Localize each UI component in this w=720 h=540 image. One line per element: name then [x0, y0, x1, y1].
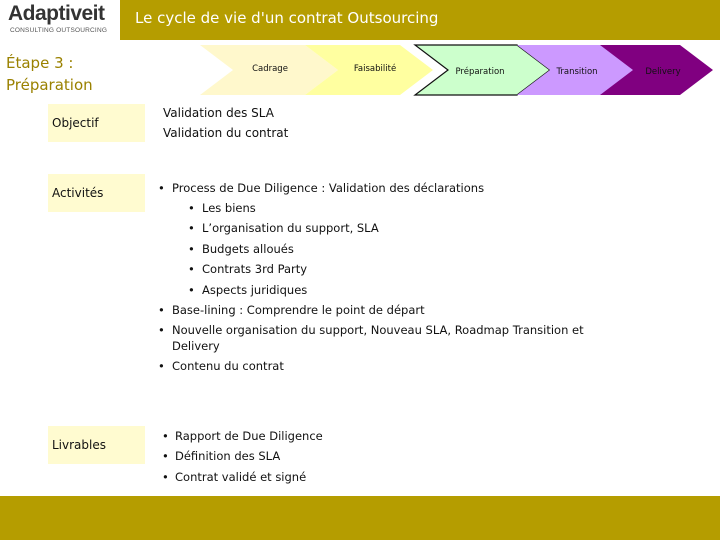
chevron-label-transition: Transition [556, 67, 598, 77]
objectif-content [163, 103, 288, 143]
bullet-icon: • [158, 181, 165, 195]
sub-list-item-text: L’organisation du support, SLA [202, 221, 379, 236]
list-item-text: Rapport de Due Diligence [175, 429, 323, 443]
list-item-text-line2: Delivery [172, 338, 220, 353]
list-item-text: Base-lining : Comprendre le point de départ [172, 302, 425, 317]
row-label-activites-text: Activités [52, 186, 104, 200]
row-label-objectif-text: Objectif [52, 116, 99, 130]
activites-list [155, 180, 595, 378]
bullet-icon: • [188, 221, 195, 236]
chevron-label-cadrage: Cadrage [252, 64, 288, 74]
list-item [155, 302, 595, 318]
sub-list-item-text: Les biens [202, 201, 256, 215]
bullet-icon: • [188, 262, 195, 277]
bullet-icon: • [162, 469, 169, 484]
bullet-icon: • [162, 429, 169, 443]
logo-tagline: CONSULTING OUTSOURCING [10, 27, 108, 34]
sub-list-item [155, 220, 595, 236]
bullet-icon: • [162, 449, 169, 464]
bullet-icon: • [158, 302, 165, 317]
chevron-label-faisabilite: Faisabilité [353, 64, 397, 74]
row-label-livrables [48, 426, 145, 464]
list-item [160, 428, 323, 444]
sub-list-item-text: Aspects juridiques [202, 282, 308, 297]
list-item [155, 180, 595, 196]
sub-list-item [155, 200, 595, 216]
bullet-icon: • [158, 358, 165, 373]
livrables-list [160, 428, 323, 489]
sub-list-item-text: Contrats 3rd Party [202, 262, 308, 277]
row-label-livrables-text: Livrables [52, 438, 106, 452]
slide-title: Le cycle de vie d'un contrat Outsourcing [135, 9, 439, 27]
list-item [155, 322, 595, 354]
row-label-activites [48, 174, 145, 212]
bullet-icon: • [188, 241, 195, 256]
list-item-text: Process de Due Diligence : Validation des déclarations [172, 181, 485, 195]
list-item-text: Définition des SLA [175, 449, 281, 464]
sub-list-item-text: Budgets alloués [202, 241, 294, 256]
logo-wordmark: Adaptiveit [8, 2, 105, 25]
chevron-label-delivery: Delivery [645, 67, 681, 77]
list-item [160, 469, 323, 485]
bullet-icon: • [158, 322, 165, 337]
list-item-text: Contrat validé et signé [175, 469, 307, 484]
objectif-line: Validation du contrat [163, 126, 289, 140]
objectif-line: Validation des SLA [163, 106, 274, 120]
step-title-line2: Préparation [6, 76, 93, 94]
list-item [155, 358, 595, 374]
list-item [160, 448, 323, 464]
list-item-text-line1: Nouvelle organisation du support, Nouveau SLA, Roadmap Transition et [172, 322, 584, 337]
list-item-text: Contenu du contrat [172, 358, 284, 373]
bullet-icon: • [188, 201, 195, 215]
sub-list-item [155, 261, 595, 277]
sub-list-item [155, 241, 595, 257]
bullet-icon: • [188, 282, 195, 297]
step-title-line1: Étape 3 : [6, 54, 74, 72]
step-title [6, 52, 136, 96]
row-label-objectif [48, 104, 145, 142]
chevron-label-preparation: Préparation [455, 67, 505, 77]
sub-list-item [155, 282, 595, 298]
footer-bar [0, 496, 720, 540]
